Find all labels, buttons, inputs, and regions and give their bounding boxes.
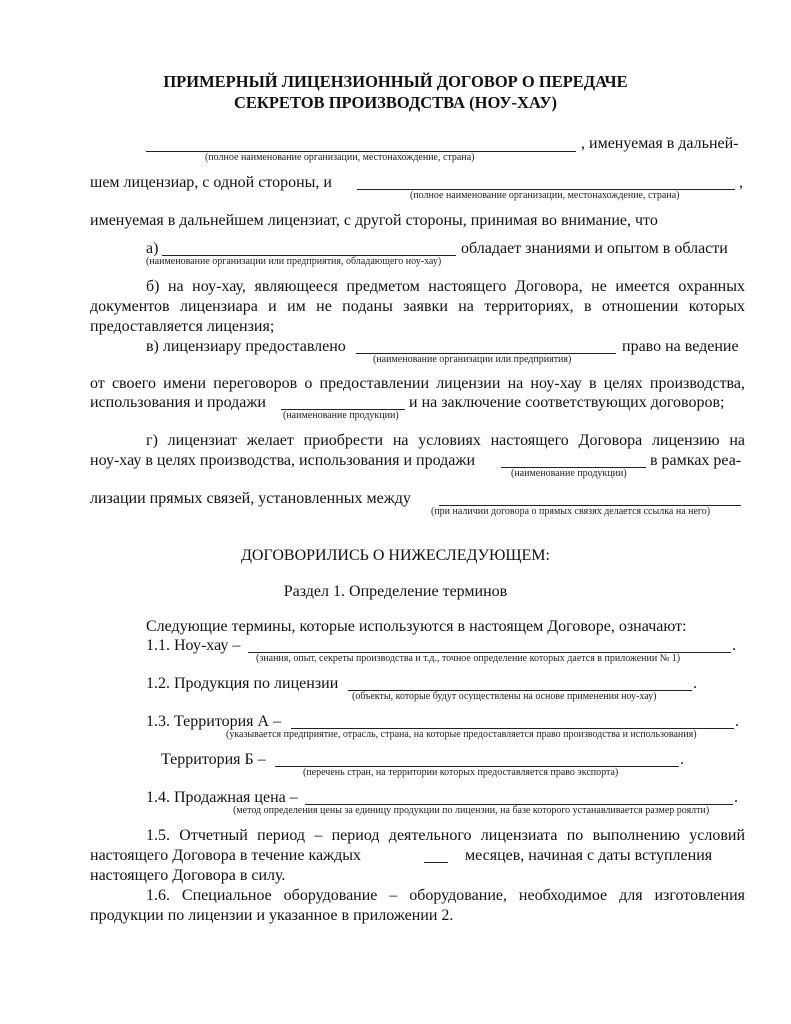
term-1-2-label: 1.2. Продукция по лицензии xyxy=(146,675,339,692)
preamble-line-2-comma: , xyxy=(739,174,743,191)
note-knowhow-definition: (знания, опыт, секреты производства и т.д., точное определение которых дается в приложении № 1) xyxy=(256,653,681,664)
clause-g-line-2-text: ноу-хау в целях производства, использования и продажи xyxy=(90,452,476,469)
note-product-name-2: (наименование продукции) xyxy=(511,468,627,479)
clause-v-line-3-text: использования и продажи xyxy=(90,394,266,411)
clause-v-line-3-text-after: и на заключение соответствующих договоров; xyxy=(409,394,725,411)
term-1-6-line-1: 1.6. Специальное оборудование – оборудование, необходимое для изготовления xyxy=(146,887,745,904)
agreed-heading: ДОГОВОРИЛИСЬ О НИЖЕСЛЕДУЮЩЕМ: xyxy=(241,547,550,564)
note-direct-links-parties: (при наличии договора о прямых связях делается ссылка на него) xyxy=(431,506,711,517)
section-1-heading: Раздел 1. Определение терминов xyxy=(283,583,508,600)
clause-v-text-after: право на ведение xyxy=(622,338,739,355)
note-licensor-name: (полное наименование организации, местонахождение, страна) xyxy=(205,152,475,163)
term-1-5-line-1: 1.5. Отчетный период – период деятельного лицензиата по выполнению условий xyxy=(146,827,745,844)
clause-v-line-2: от своего имени переговоров о предоставлении лицензии на ноу-хау в целях производства, xyxy=(90,375,745,392)
note-territory-a: (указывается предприятие, отрасль, страна, на которые предоставляется право производства и использования) xyxy=(226,729,697,740)
note-negotiating-organization: (наименование организации или предприятия) xyxy=(373,354,572,365)
clause-v-text: в) лицензиару предоставлено xyxy=(146,338,346,355)
term-1-5-line-3: настоящего Договора в силу. xyxy=(90,867,286,884)
note-product-name-1: (наименование продукции) xyxy=(283,410,399,421)
term-1-1-label: 1.1. Ноу-хау – xyxy=(146,637,241,654)
note-licensee-name: (полное наименование организации, местонахождение, страна) xyxy=(410,190,680,201)
preamble-line-2-text: шем лицензиар, с одной стороны, и xyxy=(90,174,332,191)
note-licensed-products: (объекты, которые будут осуществлены на основе применения ноу-хау) xyxy=(352,691,657,702)
term-1-6-line-2: продукции по лицензии и указанное в приложении 2. xyxy=(90,907,454,924)
blank-months-count[interactable] xyxy=(424,862,448,863)
note-territory-b: (перечень стран, на территории которых предоставляется право экспорта) xyxy=(303,767,619,778)
document-title-line-1: ПРИМЕРНЫЙ ЛИЦЕНЗИОННЫЙ ДОГОВОР О ПЕРЕДАЧЕ xyxy=(163,72,628,91)
preamble-line-3: именуемая в дальнейшем лицензиат, с другой стороны, принимая во внимание, что xyxy=(90,212,658,229)
term-1-4-end: . xyxy=(734,789,738,806)
clause-g-line-3-text: лизации прямых связей, установленных между xyxy=(90,490,411,507)
preamble-line-1-text: , именуемая в дальней- xyxy=(581,135,739,152)
term-1-4-label: 1.4. Продажная цена – xyxy=(146,789,298,806)
clause-a-text: обладает знаниями и опытом в области xyxy=(461,240,728,257)
note-knowhow-owner: (наименование организации или предприятия, обладающего ноу-хау) xyxy=(146,256,442,267)
document-title-line-2: СЕКРЕТОВ ПРОИЗВОДСТВА (НОУ-ХАУ) xyxy=(233,93,558,112)
clause-a-label: а) xyxy=(146,240,159,257)
term-1-5-line-2-b: месяцев, начиная с даты вступления xyxy=(465,847,713,864)
term-1-3-b-label: Территория Б – xyxy=(161,751,266,768)
term-1-1-end: . xyxy=(732,637,736,654)
clause-b-line-3: предоставляется лицензия; xyxy=(90,318,275,335)
term-1-3-b-end: . xyxy=(680,751,684,768)
clause-b-line-2: документов лицензиара и им не поданы заявки на территориях, в отношении которых xyxy=(90,298,745,315)
term-1-5-line-2-a: настоящего Договора в течение каждых xyxy=(90,847,362,864)
term-1-2-end: . xyxy=(693,675,697,692)
term-1-3-label: 1.3. Территория А – xyxy=(146,713,282,730)
clause-g-line-2-text-after: в рамках реа- xyxy=(650,452,742,469)
clause-b-line-1: б) на ноу-хау, являющееся предметом настоящего Договора, не имеется охранных xyxy=(146,278,745,295)
note-sale-price: (метод определения цены за единицу продукции по лицензии, на базе которого устанавливается размер роялти) xyxy=(233,805,710,816)
term-1-3-end: . xyxy=(735,713,739,730)
section-1-intro: Следующие термины, которые используются в настоящем Договоре, означают: xyxy=(146,618,687,635)
clause-g-line-1: г) лицензиат желает приобрести на условиях настоящего Договора лицензию на xyxy=(146,432,745,449)
